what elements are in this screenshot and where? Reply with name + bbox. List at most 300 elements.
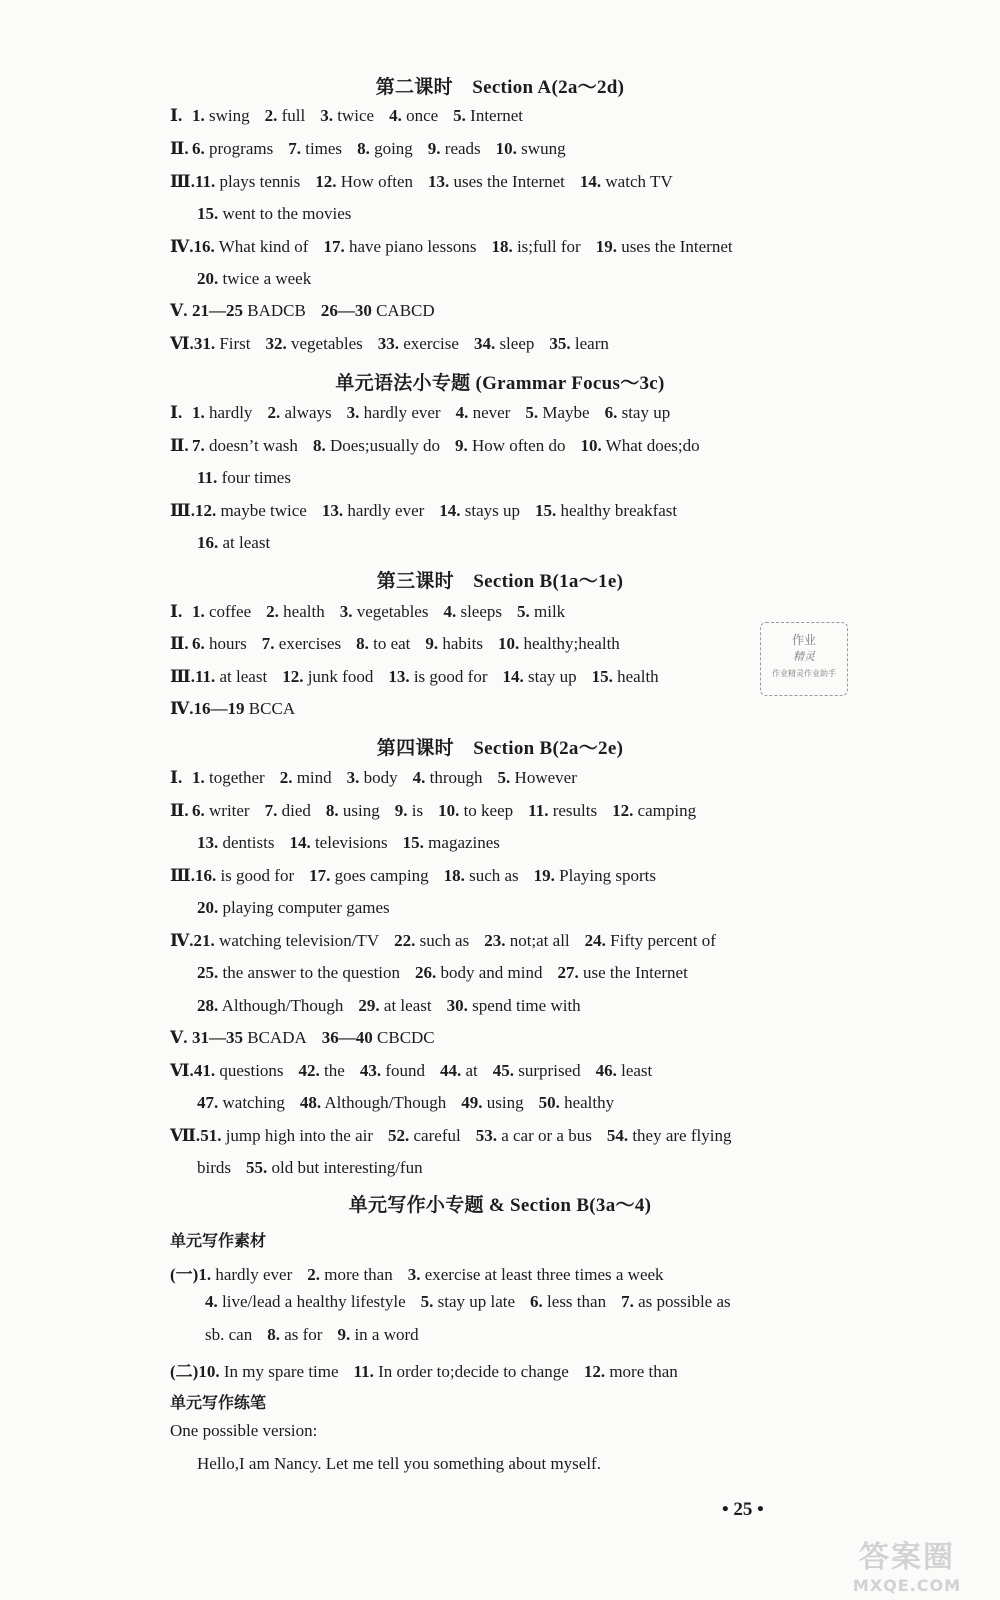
question-number: 9. [394,801,408,820]
answer-text: How often do [471,436,566,455]
answer-text: maybe twice [220,501,307,520]
answer-item [428,172,565,191]
answer-text: more than [324,1265,393,1284]
question-number: 44. [440,1061,462,1080]
answer-text: swing [209,106,250,125]
answer-item [354,1362,569,1381]
answer-text: use the Internet [583,963,688,982]
answer-item [439,501,520,520]
roman-numeral: Ⅴ. [170,1028,188,1047]
answer-text: watching television/TV [219,931,380,950]
question-number: 19. [595,237,617,256]
answer-text: such as [419,931,470,950]
answer-line [170,501,692,521]
answer-item [388,1126,461,1145]
answer-item [267,1325,322,1344]
answer-item [194,237,309,256]
answer-text: together [209,768,265,787]
question-number: 9. [454,436,468,455]
essay-first-line: Hello,I am Nancy. Let me tell you something about myself. [197,1454,601,1473]
question-number: 8. [312,436,326,455]
answer-item [313,436,440,455]
answer-item [192,301,306,320]
question-number: 7. [192,436,205,455]
question-number: 7. [264,801,278,820]
answer-text: hardly ever [363,403,441,422]
answer-text: hours [209,634,247,653]
answer-line [170,237,748,257]
question-number: 46. [595,1061,617,1080]
answer-item [282,667,373,686]
answer-line [170,436,715,456]
answer-item [498,768,577,787]
answer-text: What does;do [605,436,700,455]
answer-text: What kind of [218,237,309,256]
answer-text: is [411,801,424,820]
question-number: 31—35 [192,1028,243,1047]
roman-numeral: Ⅳ. [170,931,194,950]
answer-text: uses the Internet [453,172,565,191]
question-number: 16—19 [193,699,245,718]
answer-text: to keep [463,801,514,820]
answer-text: First [219,334,251,353]
question-number: 20. [197,269,219,288]
question-number: 5. [517,602,530,621]
roman-numeral: Ⅶ. [170,1126,201,1145]
answer-line [170,172,688,192]
answer-text: swung [521,139,566,158]
answer-text: watching [222,1093,285,1112]
answer-line [170,602,580,622]
answer-item [347,403,441,422]
answer-text: full [281,106,306,125]
answer-item [309,866,428,885]
answer-text: health [617,667,659,686]
roman-numeral: Ⅱ. [170,436,189,455]
answer-item [265,106,306,125]
answer-item [194,1061,284,1080]
question-number: 1. [192,768,205,787]
answer-text: at least [219,667,268,686]
answer-item [612,801,696,820]
answer-item [474,334,534,353]
question-number: 54. [606,1126,629,1145]
question-number: 2. [267,403,281,422]
answer-item [517,602,565,621]
question-number: 9. [427,139,441,158]
answer-text: hardly ever [215,1265,293,1284]
roman-numeral: Ⅰ. [170,403,183,422]
question-number: 16. [194,866,217,885]
answer-text: BADCB [247,301,306,320]
question-number: 4. [205,1292,218,1311]
answer-line [170,139,581,159]
answer-line [170,801,711,821]
answer-text: went to the movies [222,204,352,223]
question-number: 3. [346,403,360,422]
answer-item [539,1093,615,1112]
roman-numeral: Ⅰ. [170,106,183,125]
question-number: 15. [535,501,557,520]
answer-text: body [363,768,398,787]
answer-text: as possible as [638,1292,731,1311]
question-number: 10. [495,139,517,158]
roman-numeral: Ⅲ. [170,866,195,885]
answer-text: watch TV [605,172,673,191]
answer-text: found [385,1061,425,1080]
question-number: 3. [346,768,360,787]
question-number: 6. [604,403,618,422]
answer-text: Internet [470,106,524,125]
answer-item [288,139,342,158]
answer-text: How often [340,172,413,191]
question-number: 8. [267,1325,280,1344]
answer-text: stay up late [437,1292,516,1311]
answer-item [266,602,325,621]
answer-text: health [283,602,325,621]
answer-text: exercise [403,334,459,353]
answer-item [461,1093,523,1112]
answer-item [607,1126,732,1145]
question-number: 1. [192,403,205,422]
question-number: 8. [325,801,339,820]
watermark-logo [822,1532,992,1596]
answer-text: to eat [373,634,411,653]
answer-item [491,237,580,256]
answer-text: goes camping [334,866,429,885]
answer-text: twice [337,106,375,125]
answer-item [194,334,251,353]
answer-item [197,204,351,223]
answer-line [197,269,326,289]
question-number: 33. [377,334,399,353]
answer-text: televisions [314,833,388,852]
answer-text: hardly [209,403,253,422]
question-number: 24. [584,931,606,950]
answer-item [378,334,459,353]
question-number: 2. [264,106,278,125]
question-number: 6. [530,1292,543,1311]
answer-line [197,833,515,853]
answer-line [197,533,285,553]
question-number: 1. [192,106,205,125]
answer-item [605,403,671,422]
question-number: 13. [321,501,344,520]
answer-text: learn [574,334,609,353]
answer-text: writer [209,801,250,820]
answer-item [389,106,438,125]
answer-item [322,501,424,520]
answer-item [195,501,307,520]
answer-text: sleeps [460,602,502,621]
answer-item [453,106,523,125]
question-number: 41. [193,1061,216,1080]
answer-item [530,1292,606,1311]
answer-text: doesn’t wash [209,436,298,455]
question-number: 42. [298,1061,320,1080]
answer-text: such as [469,866,519,885]
question-number: 4. [443,602,457,621]
answer-item [585,931,716,950]
question-number: 19. [533,866,555,885]
question-number: 11. [194,172,216,191]
answer-item [322,1028,435,1047]
answer-text: sb. can [205,1325,253,1344]
question-number: 10. [198,1362,220,1381]
answer-text: the [324,1061,345,1080]
answer-line [197,1158,438,1178]
answer-text: a car or a bus [501,1126,592,1145]
answer-line [205,1292,746,1312]
roman-numeral: Ⅰ. [170,602,183,621]
answer-item [192,602,251,621]
answer-line [170,1126,746,1146]
answer-item [394,931,469,950]
answer-item [484,931,569,950]
question-number: 5. [420,1292,434,1311]
section-title: 单元写作小专题 & Section B(3a～4) [348,1195,652,1216]
answer-text: stays up [464,501,521,520]
answer-item [197,963,400,982]
question-number: 20. [197,898,219,917]
answer-line [170,634,635,654]
answer-text: playing computer games [222,898,390,917]
label-writing-practice: 单元写作练笔 [170,1393,267,1412]
question-number: 18. [443,866,465,885]
question-number: 7. [261,634,275,653]
answer-item [192,403,252,422]
answer-line [197,963,703,983]
answer-text: more than [609,1362,678,1381]
question-number: 30. [446,996,468,1015]
question-number: 14. [579,172,602,191]
question-number: 3. [339,602,353,621]
answer-item [192,634,247,653]
answer-item [200,1126,373,1145]
answer-text: camping [637,801,697,820]
answer-text: BCADA [247,1028,307,1047]
answer-line [170,301,450,321]
question-number: 22. [394,931,416,950]
question-number: 5. [453,106,466,125]
question-number: 11. [353,1362,374,1381]
answer-item [584,1362,678,1381]
answer-text: twice a week [222,269,312,288]
answer-text: hardly ever [347,501,425,520]
answer-text: never [472,403,511,422]
answer-item [443,602,502,621]
question-number: 50. [538,1093,560,1112]
answer-item [415,963,543,982]
answer-text: Playing sports [559,866,656,885]
answer-text: old but interesting/fun [271,1158,423,1177]
roman-numeral: Ⅵ. [170,1061,194,1080]
question-number: 18. [491,237,513,256]
answer-item [476,1126,592,1145]
essay-intro: One possible version: [170,1421,318,1440]
question-number: 13. [428,172,450,191]
answer-line [170,1357,693,1382]
answer-text: live/lead a healthy lifestyle [222,1292,406,1311]
answer-text: is good for [413,667,488,686]
answer-text: dentists [222,833,275,852]
answer-item [455,436,565,455]
question-number: 7. [621,1292,634,1311]
answer-item [357,139,413,158]
answer-item [440,1061,478,1080]
answer-item [300,1093,446,1112]
question-number: 6. [192,634,205,653]
answer-text: stay up [528,667,577,686]
answer-text: coffee [209,602,252,621]
answer-text: habits [442,634,483,653]
answer-item [315,172,413,191]
question-number: 29. [358,996,380,1015]
answer-item [596,1061,653,1080]
question-number: 23. [484,931,506,950]
answer-item [192,1028,307,1047]
answer-item [197,996,343,1015]
answer-text: at least [383,996,432,1015]
answer-text: questions [219,1061,284,1080]
answer-item [403,833,500,852]
question-number: 51. [200,1126,222,1145]
answer-item [337,1325,418,1344]
answer-text: jump high into the air [225,1126,374,1145]
answer-item [192,768,265,787]
roman-numeral: Ⅱ. [170,801,189,820]
question-number: 15. [197,204,219,223]
question-number: 47. [197,1093,219,1112]
answer-text: healthy [564,1093,615,1112]
answer-text: died [281,801,311,820]
answer-text: reads [444,139,481,158]
answer-item [528,801,597,820]
roman-numeral: Ⅳ. [170,237,194,256]
answer-text: in a word [354,1325,419,1344]
roman-numeral: Ⅲ. [170,501,195,520]
question-number: 16. [193,237,215,256]
question-number: 35. [549,334,571,353]
answer-item [596,237,733,256]
answer-item [197,1093,285,1112]
question-number: 17. [309,866,331,885]
watermark-url: MXQE.COM [852,1576,962,1595]
answer-item [580,436,699,455]
question-number: 11. [197,468,218,487]
answer-item [307,1265,392,1284]
answer-text: Maybe [542,403,590,422]
question-number: 1. [198,1265,212,1284]
question-number: 27. [557,963,579,982]
question-number: 43. [359,1061,382,1080]
question-number: 36—40 [321,1028,373,1047]
question-number: 9. [337,1325,351,1344]
question-number: 26. [415,963,437,982]
question-number: 49. [461,1093,483,1112]
answer-item [356,634,410,653]
answer-text: four times [221,468,291,487]
answer-item [525,403,589,422]
answer-item [496,139,566,158]
answer-item [195,866,294,885]
question-number: 10. [438,801,460,820]
answer-item [197,468,291,487]
question-number: 13. [388,667,410,686]
answer-item [299,1061,345,1080]
answer-text: as for [284,1325,323,1344]
roman-numeral: Ⅲ. [170,667,195,686]
answer-text: CABCD [376,301,435,320]
answer-item [197,833,274,852]
answer-item [413,768,483,787]
answer-text: going [374,139,413,158]
question-number: 15. [402,833,424,852]
answer-line [170,931,731,951]
question-number: 10. [498,634,520,653]
question-number: 25. [197,963,219,982]
answer-item [534,866,656,885]
answer-line [197,898,405,918]
roman-numeral: (一) [170,1265,199,1284]
question-number: 55. [246,1158,268,1177]
section-title: 第二课时 Section A(2a～2d) [375,77,625,98]
answer-text: programs [209,139,274,158]
question-number: 17. [323,237,345,256]
question-number: 14. [502,667,524,686]
answer-line [197,468,306,488]
answer-item [421,1292,515,1311]
answer-line [170,334,624,354]
answer-text: least [621,1061,653,1080]
answer-item [580,172,673,191]
answer-item [192,436,298,455]
answer-item [205,1292,406,1311]
answer-text: exercise at least three times a week [424,1265,664,1284]
answer-text: uses the Internet [621,237,733,256]
answer-item [347,768,398,787]
answer-text: exercises [278,634,342,653]
answer-text: vegetables [291,334,363,353]
question-number: 12. [583,1362,606,1381]
answer-item [592,667,659,686]
answer-text: using [342,801,380,820]
answer-item [558,963,688,982]
answer-text: In order to;decide to change [378,1362,569,1381]
answer-item [408,1265,664,1284]
question-number: 5. [525,403,539,422]
answer-item [326,801,380,820]
answer-item [267,403,331,422]
answer-item [425,634,483,653]
question-number: 32. [265,334,287,353]
answer-item [197,269,311,288]
question-number: 31. [193,334,216,353]
section-title: 单元语法小专题 (Grammar Focus～3c) [335,373,665,394]
answer-text: is;full for [516,237,581,256]
question-number: 4. [455,403,469,422]
question-number: 9. [425,634,439,653]
answer-text: magazines [428,833,500,852]
section-title: 第三课时 Section B(1a～1e) [376,571,624,592]
answer-text: they are flying [632,1126,732,1145]
question-number: 4. [412,768,426,787]
answer-text: plays tennis [219,172,301,191]
answer-text: surprised [518,1061,581,1080]
question-number: 21. [193,931,215,950]
answer-item [456,403,511,422]
question-number: 3. [320,106,333,125]
